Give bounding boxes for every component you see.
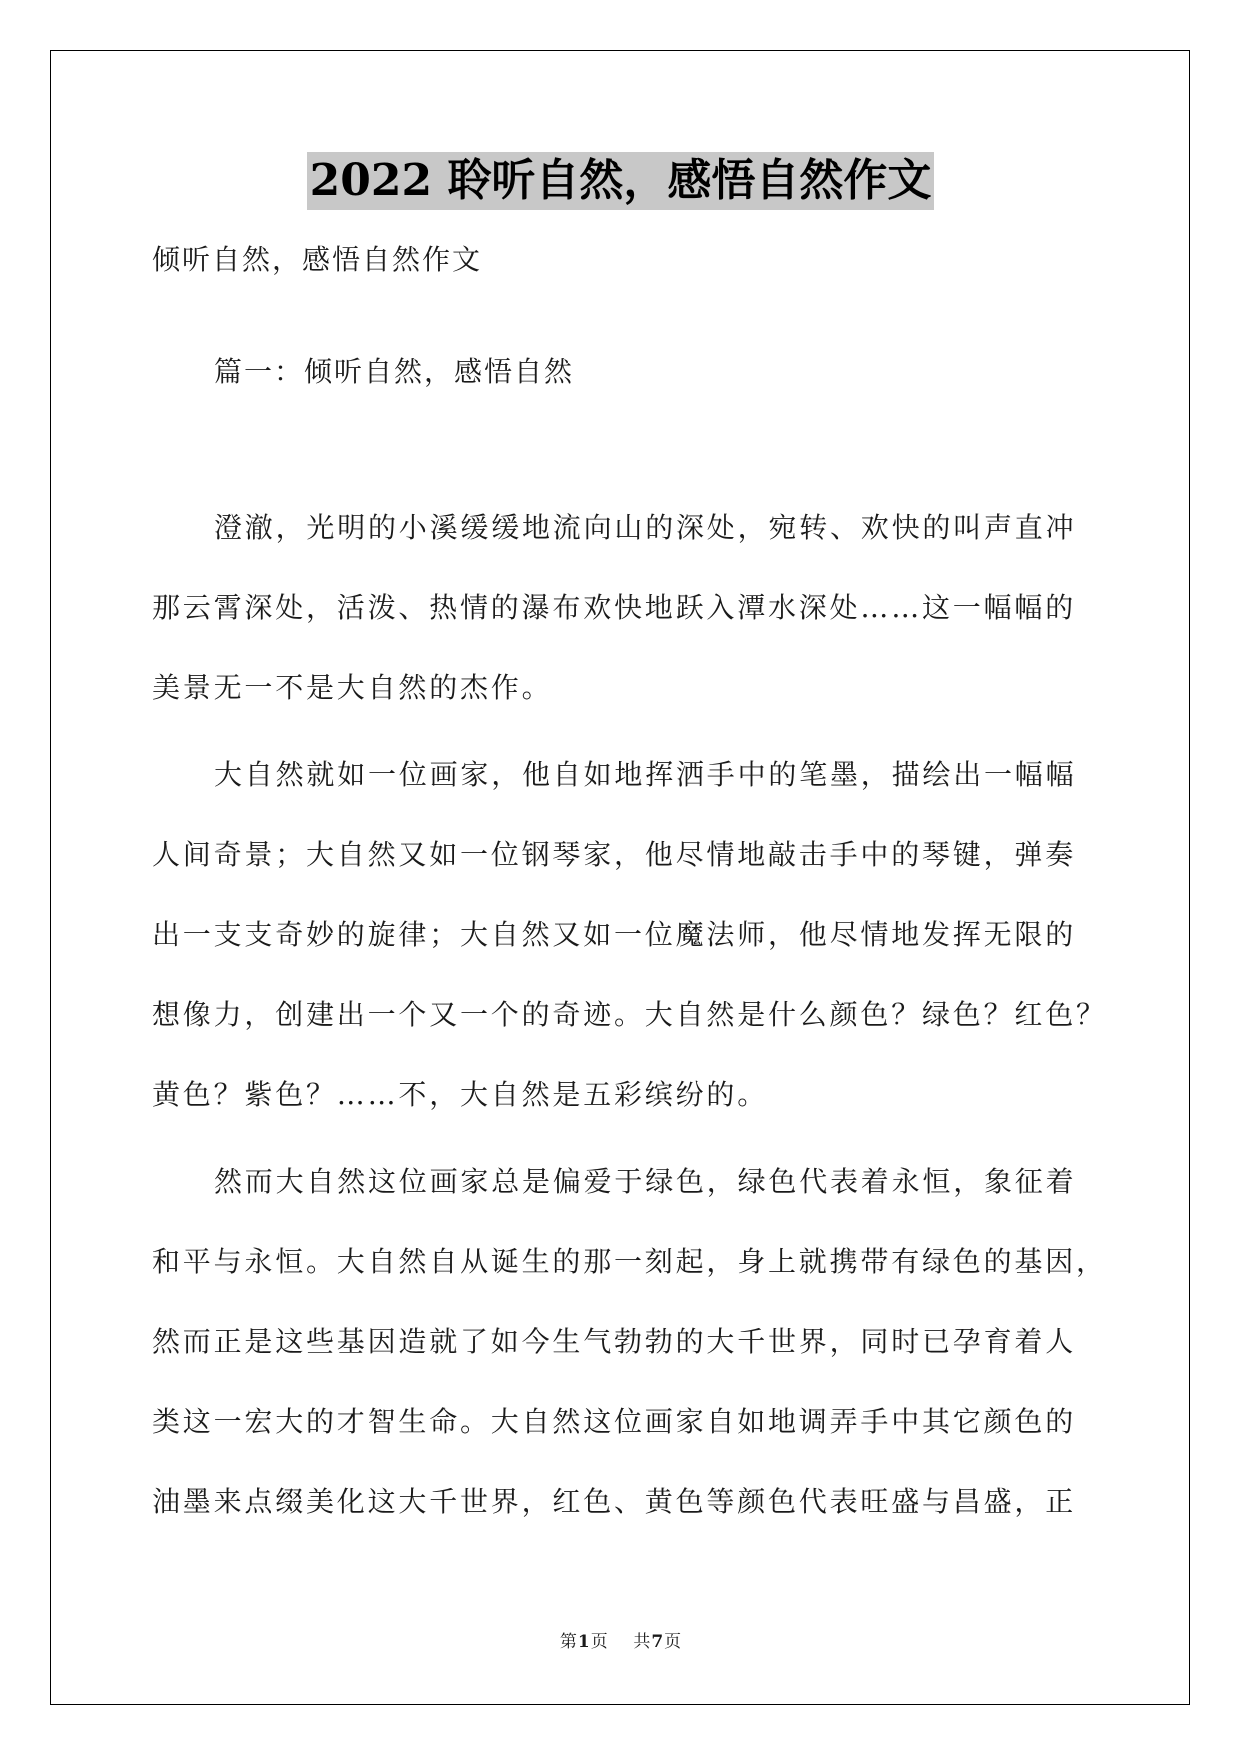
section-heading: 篇一：倾听自然，感悟自然 — [214, 355, 575, 388]
paragraph-line: 大自然就如一位画家，他自如地挥洒手中的笔墨，描绘出一幅幅 — [214, 758, 1077, 791]
paragraph-line: 然而大自然这位画家总是偏爱于绿色，绿色代表着永恒，象征着 — [214, 1165, 1077, 1198]
document-title: 2022 聆听自然，感悟自然作文 — [307, 152, 935, 210]
paragraph-line: 人间奇景；大自然又如一位钢琴家，他尽情地敲击手中的琴键，弹奏 — [152, 838, 1077, 871]
document-subtitle: 倾听自然，感悟自然作文 — [152, 243, 483, 276]
total-pages-label: 共7页 — [633, 1632, 682, 1652]
paragraph-line: 类这一宏大的才智生命。大自然这位画家自如地调弄手中其它颜色的 — [152, 1405, 1077, 1438]
paragraph-line: 黄色？紫色？……不，大自然是五彩缤纷的。 — [152, 1078, 769, 1111]
paragraph-line: 出一支支奇妙的旋律；大自然又如一位魔法师，他尽情地发挥无限的 — [152, 918, 1077, 951]
paragraph-line: 美景无一不是大自然的杰作。 — [152, 671, 553, 704]
paragraph-line: 那云霄深处，活泼、热情的瀑布欢快地跃入潭水深处……这一幅幅的 — [152, 591, 1077, 624]
page-border — [50, 50, 1190, 1705]
page-footer — [0, 1630, 1241, 1654]
paragraph-line: 澄澈，光明的小溪缓缓地流向山的深处，宛转、欢快的叫声直冲 — [214, 511, 1077, 544]
paragraph-line: 想像力，创建出一个又一个的奇迹。大自然是什么颜色？绿色？红色？ — [152, 998, 1107, 1031]
paragraph-line: 油墨来点缀美化这大千世界，红色、黄色等颜色代表旺盛与昌盛，正 — [152, 1485, 1077, 1518]
page-number-label: 第1页 — [559, 1632, 608, 1652]
paragraph-line: 和平与永恒。大自然自从诞生的那一刻起，身上就携带有绿色的基因， — [152, 1245, 1107, 1278]
title-container — [0, 152, 1241, 210]
paragraph-line: 然而正是这些基因造就了如今生气勃勃的大千世界，同时已孕育着人 — [152, 1325, 1077, 1358]
